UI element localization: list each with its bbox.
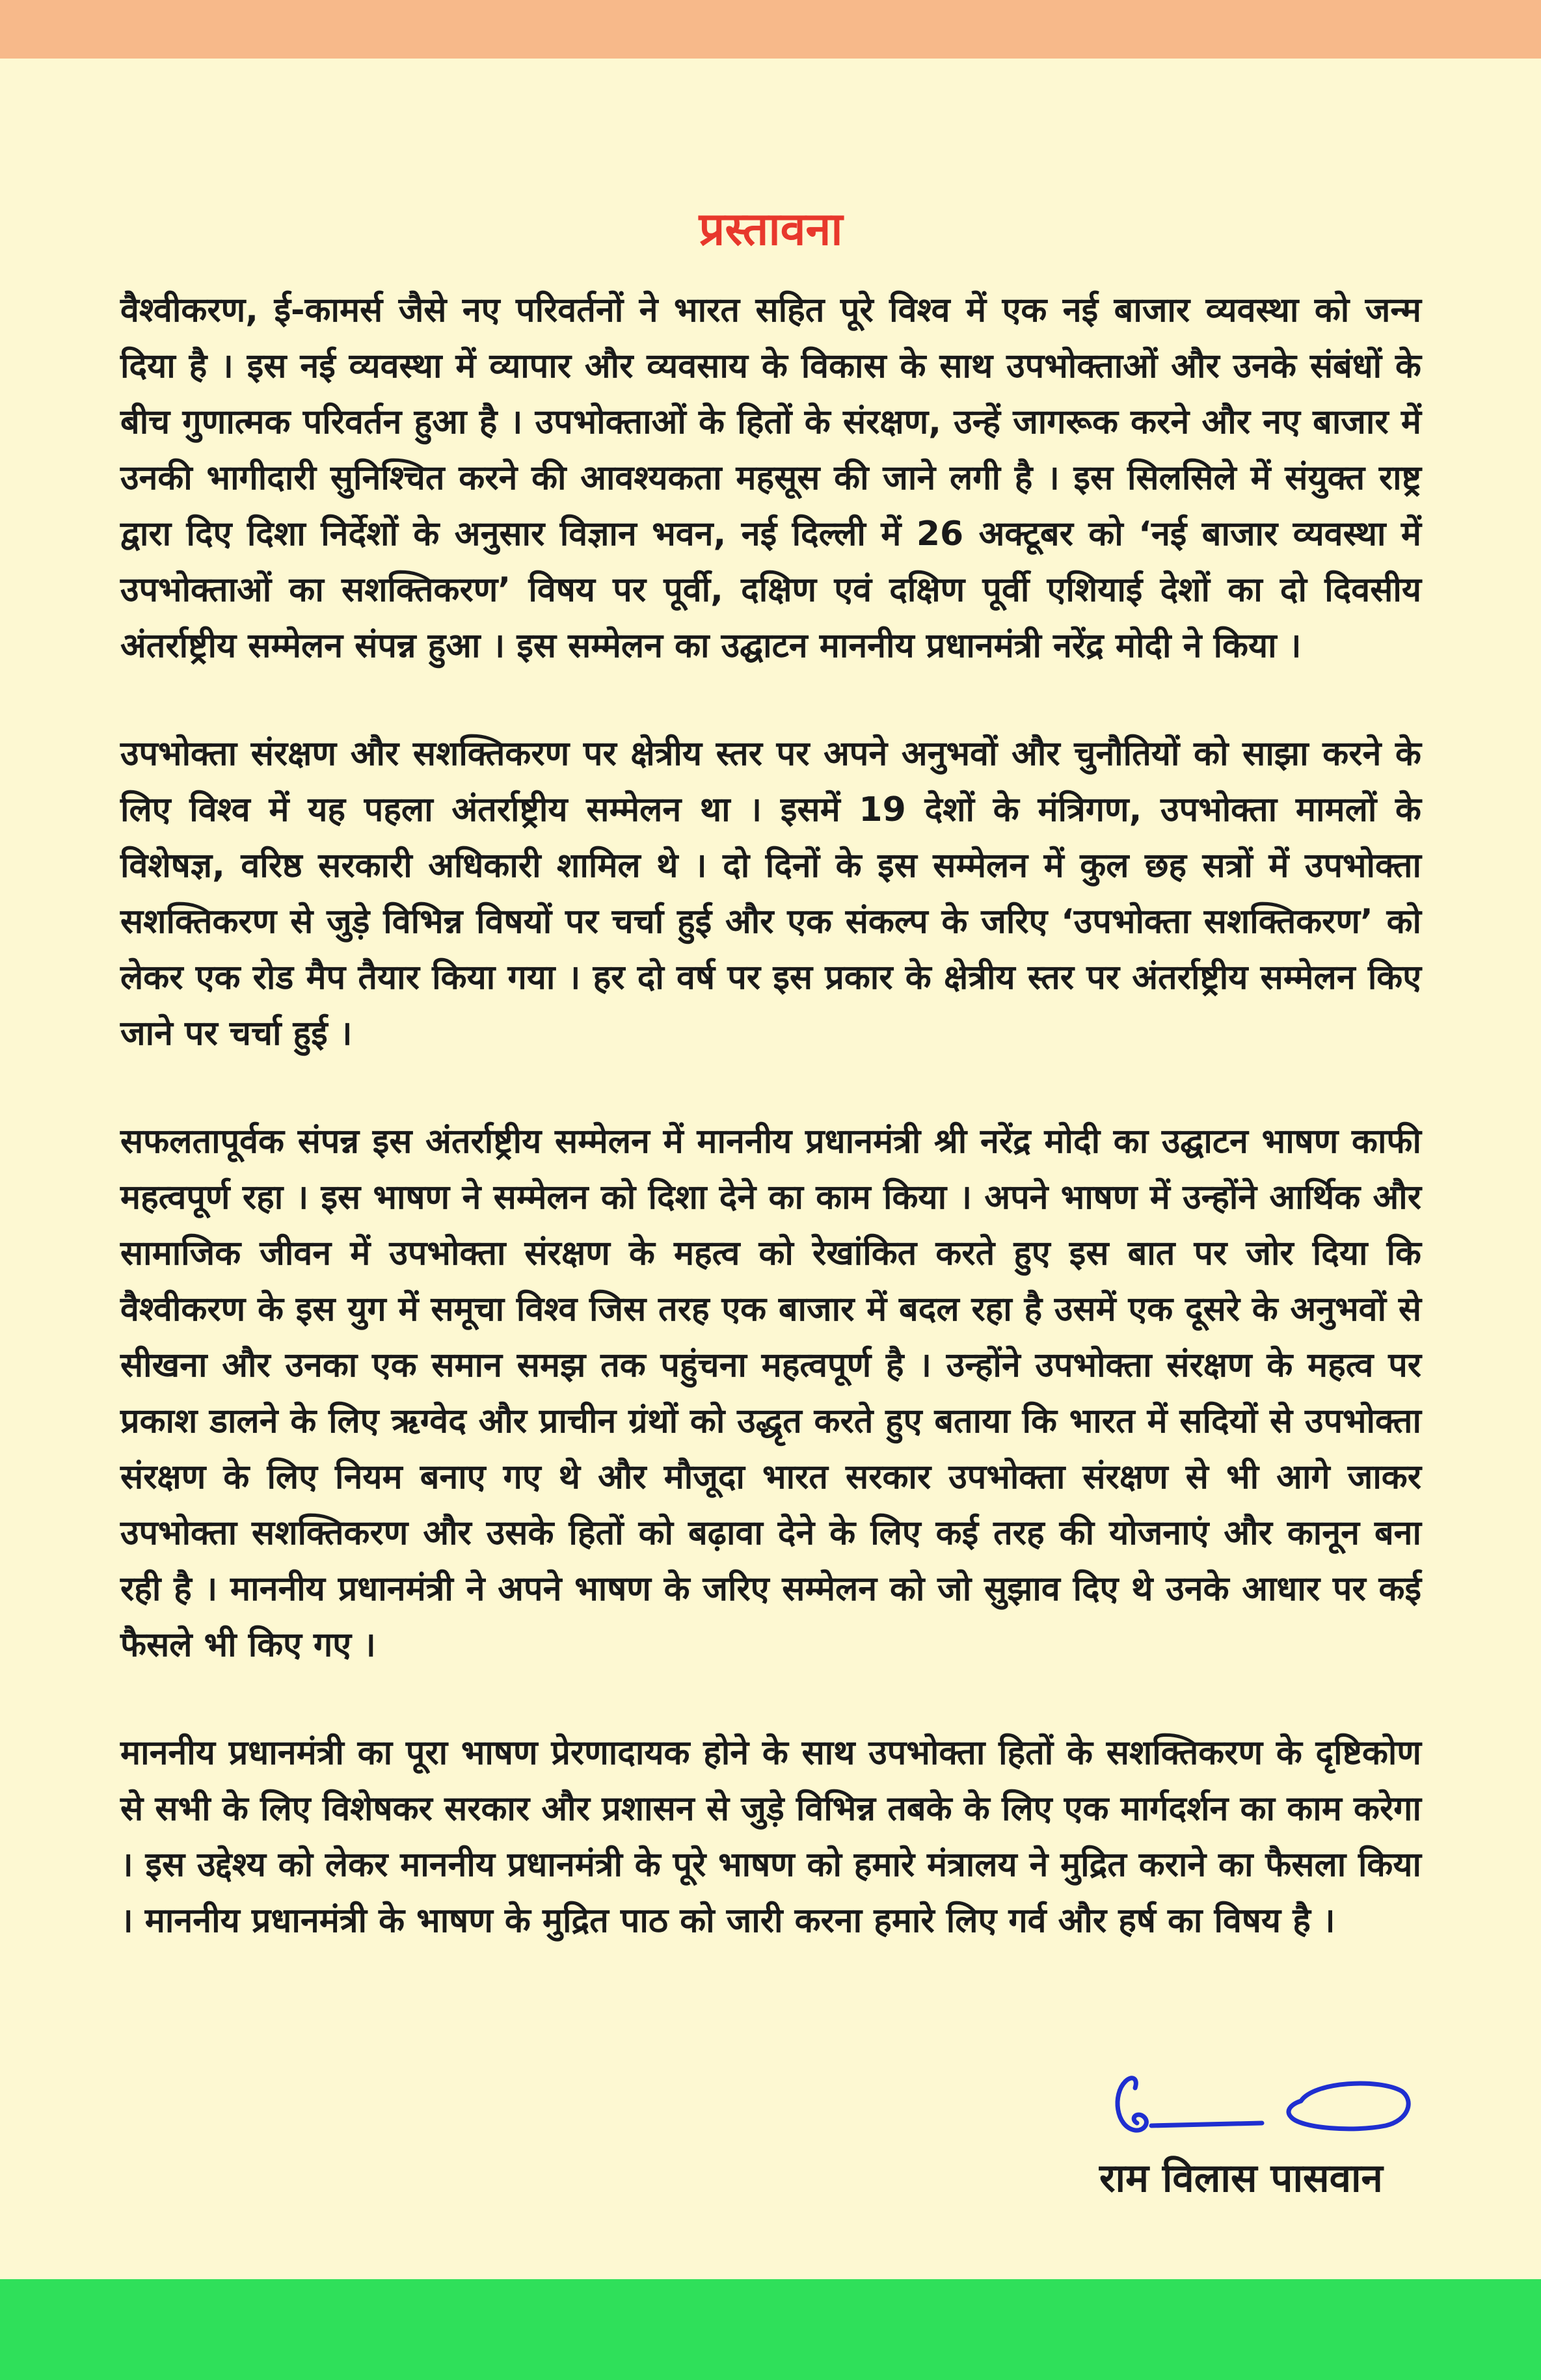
paragraph-4: माननीय प्रधानमंत्री का पूरा भाषण प्रेरणादायक होने के साथ उपभोक्ता हितों के सशक्तिकरण के दृष्टिकोण से सभी के लिए विशेषकर सरकार और प्रशासन से जुड़े विभिन्न तबके के लिए एक मार्गदर्शन का काम करेगा । इस उद्देश्य को लेकर माननीय प्रधानमंत्री के पूरे भाषण को हमारे मंत्रालय ने मुद्रित कराने का फैसला किया । माननीय प्रधानमंत्री के भाषण के मुद्रित पाठ को जारी करना हमारे लिए गर्व और हर्ष का विषय है ।	[120, 1733, 1421, 1940]
top-color-band	[0, 0, 1541, 59]
signatory-name: राम विलास पासवान	[1099, 2156, 1383, 2201]
handwritten-signature	[1106, 2055, 1418, 2153]
paragraph-1: वैश्वीकरण, ई-कामर्स जैसे नए परिवर्तनों ने भारत सहित पूरे विश्व में एक नई बाजार व्यवस्था को जन्म दिया है । इस नई व्यवस्था में व्यापार और व्यवसाय के विकास के साथ उपभोक्ताओं और उनके संबंधों के बीच गुणात्मक परिवर्तन हुआ है । उपभोक्ताओं के हितों के संरक्षण, उन्हें जागरूक करने और नए बाजार में उनकी भागीदारी सुनिश्चित करने की आवश्यकता महसूस की जाने लगी है । इस सिलसिले में संयुक्त राष्ट्र द्वारा दिए दिशा निर्देशों के अनुसार विज्ञान भवन, नई दिल्ली में 26 अक्टूबर को ‘नई बाजार व्यवस्था में उपभोक्ताओं का सशक्तिकरण’ विषय पर पूर्वी, दक्षिण एवं दक्षिण पूर्वी एशियाई देशों का दो दिवसीय अंतर्राष्ट्रीय सम्मेलन संपन्न हुआ । इस सम्मेलन का उद्घाटन माननीय प्रधानमंत्री नरेंद्र मोदी ने किया ।	[120, 291, 1421, 665]
paragraph-3: सफलतापूर्वक संपन्न इस अंतर्राष्ट्रीय सम्मेलन में माननीय प्रधानमंत्री श्री नरेंद्र मोदी का उद्घाटन भाषण काफी महत्वपूर्ण रहा । इस भाषण ने सम्मेलन को दिशा देने का काम किया । अपने भाषण में उन्होंने आर्थिक और सामाजिक जीवन में उपभोक्ता संरक्षण के महत्व को रेखांकित करते हुए इस बात पर जोर दिया कि वैश्वीकरण के इस युग में समूचा विश्व जिस तरह एक बाजार में बदल रहा है उसमें एक दूसरे के अनुभवों से सीखना और उनका एक समान समझ तक पहुंचना महत्वपूर्ण है । उन्होंने उपभोक्ता संरक्षण के महत्व पर प्रकाश डालने के लिए ऋग्वेद और प्राचीन ग्रंथों को उद्धृत करते हुए बताया कि भारत में सदियों से उपभोक्ता संरक्षण के लिए नियम बनाए गए थे और मौजूदा भारत सरकार उपभोक्ता संरक्षण से भी आगे जाकर उपभोक्ता सशक्तिकरण और उसके हितों को बढ़ावा देने के लिए कई तरह की योजनाएं और कानून बना रही है । माननीय प्रधानमंत्री ने अपने भाषण के जरिए सम्मेलन को जो सुझाव दिए थे उनके आधार पर कई फैसले भी किए गए ।	[120, 1122, 1421, 1665]
paragraph-2: उपभोक्ता संरक्षण और सशक्तिकरण पर क्षेत्रीय स्तर पर अपने अनुभवों और चुनौतियों को साझा करने के लिए विश्व में यह पहला अंतर्राष्ट्रीय सम्मेलन था । इसमें 19 देशों के मंत्रिगण, उपभोक्ता मामलों के विशेषज्ञ, वरिष्ठ सरकारी अधिकारी शामिल थे । दो दिनों के इस सम्मेलन में कुल छह सत्रों में उपभोक्ता सशक्तिकरण से जुड़े विभिन्न विषयों पर चर्चा हुई और एक संकल्प के जरिए ‘उपभोक्ता सशक्तिकरण’ को लेकर एक रोड मैप तैयार किया गया । हर दो वर्ष पर इस प्रकार के क्षेत्रीय स्तर पर अंतर्राष्ट्रीय सम्मेलन किए जाने पर चर्चा हुई ।	[120, 734, 1421, 1053]
document-body	[120, 202, 1421, 2001]
bottom-color-band	[0, 2279, 1541, 2380]
page-title: प्रस्तावना	[699, 202, 843, 256]
